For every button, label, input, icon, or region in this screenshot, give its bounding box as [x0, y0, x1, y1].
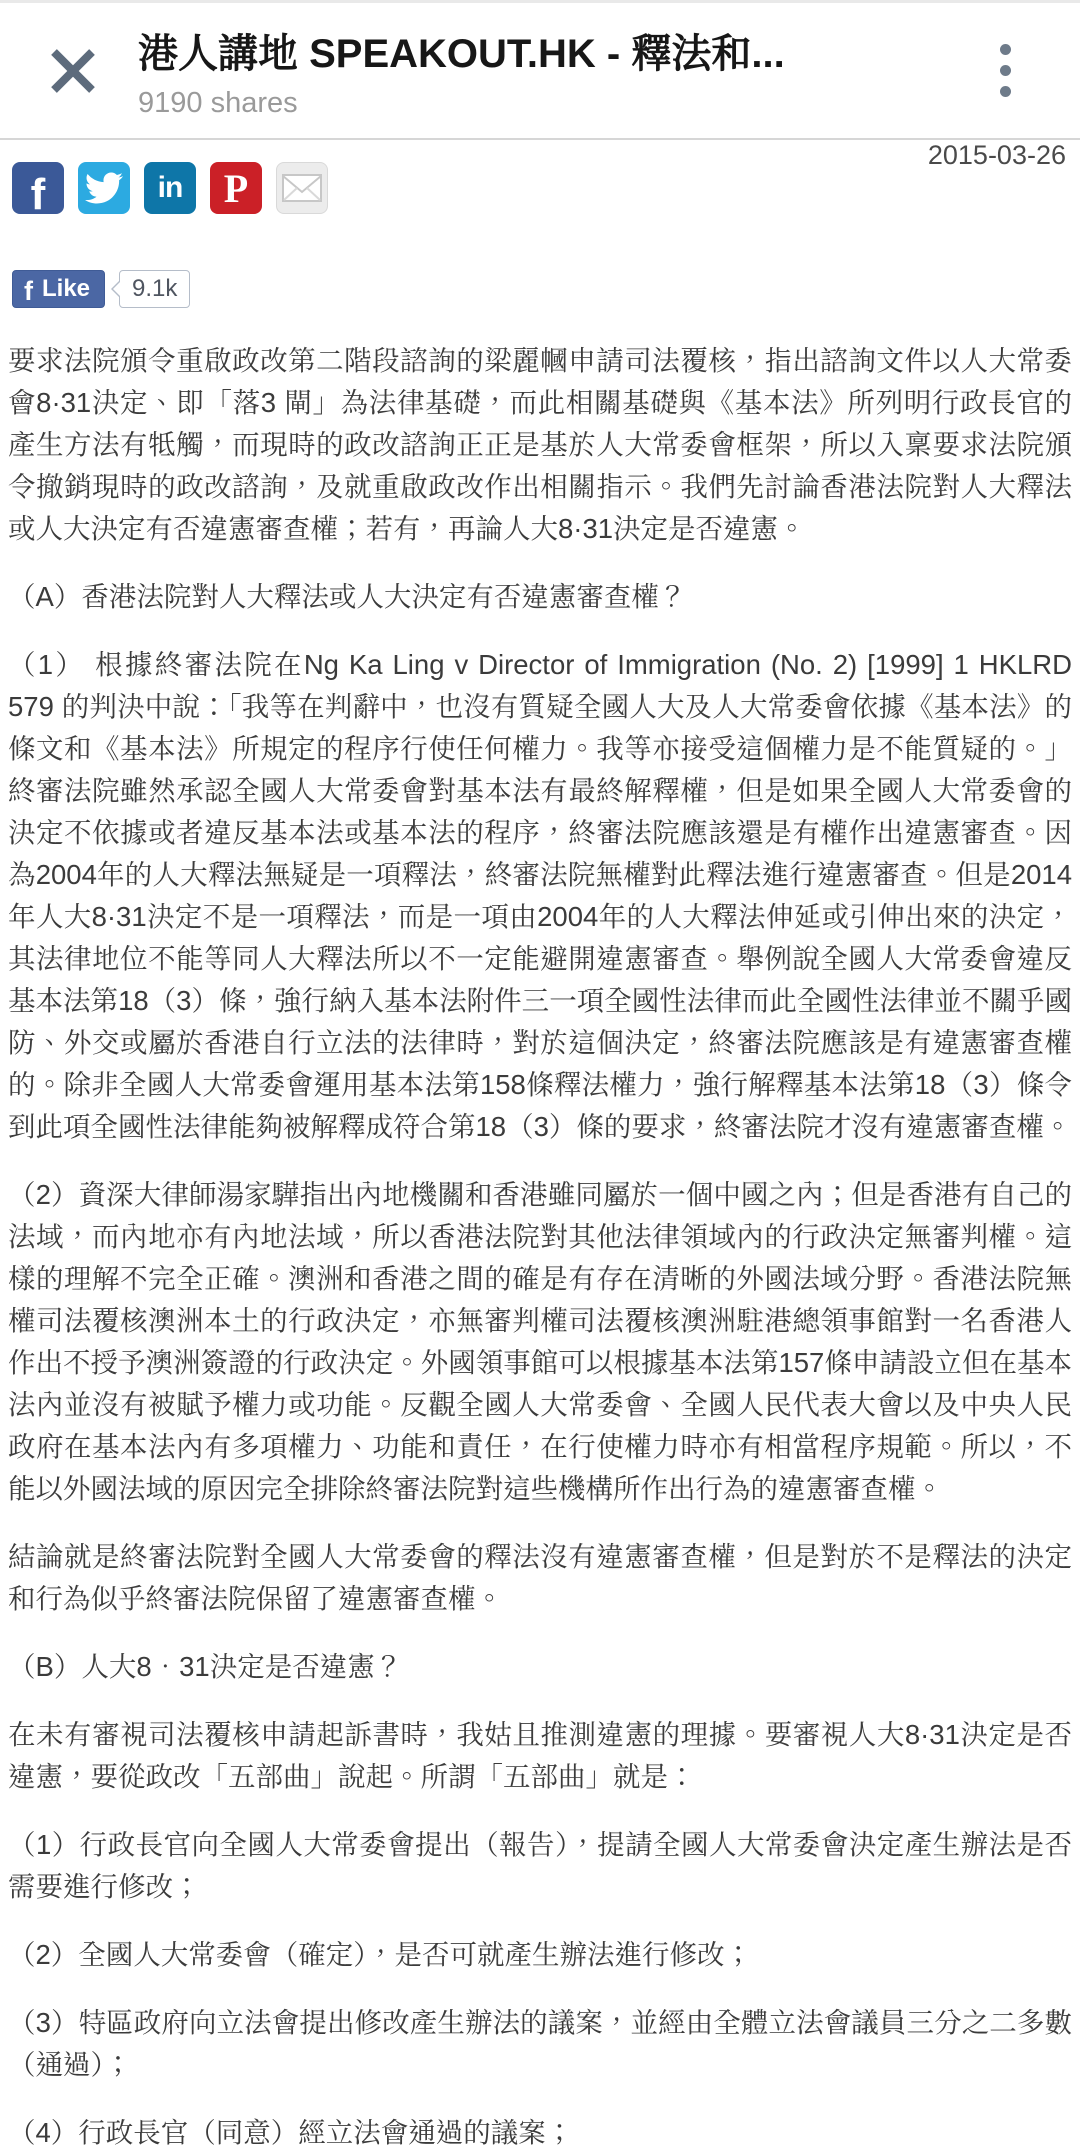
vertical-dots-icon: [1000, 86, 1011, 97]
facebook-like-button[interactable]: [12, 270, 105, 308]
linkedin-share-button[interactable]: [144, 162, 196, 214]
share-buttons-row: [0, 162, 1080, 219]
overflow-menu-button[interactable]: [960, 16, 1050, 126]
article-paragraph-a2: （2）資深大律師湯家驊指出內地機關和香港雖同屬於一個中國之內；但是香港有自己的法域，而內地亦有內地法域，所以香港法院對其他法律領域內的行政決定無審判權。這樣的理解不完全正確。澳洲和香港之間的確是有存在清晰的外國法域分野。香港法院無權司法覆核澳洲本土的行政決定，亦無審判權司法覆核澳洲駐港總領事館對一名香港人作出不授予澳洲簽證的行政決定。外國領事館可以根據基本法第157條申請設立但在基本法內並沒有被賦予權力或功能。反觀全國人大常委會、全國人民代表大會以及中央人民政府在基本法內有多項權力、功能和責任，在行使權力時亦有相當程序規範。所以，不能以外國法域的原因完全排除終審法院對這些機構所作出行為的違憲審查權。: [8, 1179, 1072, 1504]
article-heading-b: （B）人大8．31決定是否違憲？: [8, 1651, 403, 1682]
article-heading-a: （A）香港法院對人大釋法或人大決定有否違憲審查權？: [8, 581, 687, 612]
facebook-share-button[interactable]: [12, 162, 64, 219]
twitter-bird-icon: [85, 169, 123, 207]
close-button[interactable]: [18, 21, 128, 121]
like-count-value: 9.1k: [132, 275, 178, 302]
article-list-item-3: （3）特區政府向立法會提出修改產生辦法的議案，並經由全體立法會議員三分之二多數（通過）；: [8, 2007, 1072, 2080]
page-title: 港人講地 SPEAKOUT.HK - 釋法和...: [138, 31, 785, 76]
article-paragraph-b-intro: 在未有審視司法覆核申請起訴書時，我姑且推測違憲的理據。要審視人大8·31決定是否違憲，要從政改「五部曲」說起。所謂「五部曲」就是：: [8, 1719, 1072, 1792]
article-list-item-1: （1）行政長官向全國人大常委會提出（報告），提請全國人大常委會決定產生辦法是否需要進行修改；: [8, 1829, 1072, 1902]
article-paragraph-intro: 要求法院頒令重啟政改第二階段諮詢的梁麗幗申請司法覆核，指出諮詢文件以人大常委會8·31決定、即「落3 閘」為法律基礎，而此相關基礎與《基本法》所列明行政長官的產生方法有牴觸，而現時的政改諮詢正正是基於人大常委會框架，所以入稟要求法院頒令撤銷現時的政改諮詢，及就重啟政改作出相關指示。我們先討論香港法院對人大釋法或人大決定有否違憲審查權；若有，再論人大8·31決定是否違憲。: [8, 345, 1072, 544]
article-body: [0, 340, 1080, 2154]
email-envelope-icon: [279, 165, 325, 211]
article-paragraph-a1: （1） 根據終審法院在Ng Ka Ling v Director of Immigration (No. 2) [1999] 1 HKLRD 579 的判決中說：「我等在判辭中，也沒有質疑全國人大及人大常委會依據《基本法》的條文和《基本法》所規定的程序行使任何權力。我等亦接受這個權力是不能質疑的。」終審法院雖然承認全國人大常委會對基本法有最終解釋權，但是如果全國人大常委會的決定不依據或者違反基本法或基本法的程序，終審法院應該還是有權作出違憲審查。因為2004年的人大釋法無疑是一項釋法，終審法院無權對此釋法進行違憲審查。但是2014年人大8·31決定不是一項釋法，而是一項由2004年的人大釋法伸延或引伸出來的決定，其法律地位不能等同人大釋法所以不一定能避開違憲審查。舉例說全國人大常委會違反基本法第18（3）條，強行納入基本法附件三一項全國性法律而此全國性法律並不關乎國防、外交或屬於香港自行立法的法律時，對於這個決定，終審法院應該是有違憲審查權的。除非全國人大常委會運用基本法第158條釋法權力，強行解釋基本法第18（3）條令到此項全國性法律能夠被解釋成符合第18（3）條的要求，終審法院才沒有違憲審查權。: [8, 649, 1072, 1142]
article-list-item-2: （2）全國人大常委會（確定），是否可就產生辦法進行修改；: [8, 1939, 753, 1970]
header-text: [128, 22, 960, 120]
email-share-button[interactable]: [276, 162, 328, 214]
article-list-item-4: （4）行政長官（同意）經立法會通過的議案；: [8, 2117, 574, 2148]
vertical-dots-icon: [1000, 65, 1011, 76]
article-paragraph-conclusion-a: 結論就是終審法院對全國人大常委會的釋法沒有違憲審查權，但是對於不是釋法的決定和行為似乎終審法院保留了違憲審查權。: [8, 1541, 1072, 1614]
share-count: 9190 shares: [138, 86, 298, 119]
twitter-share-button[interactable]: [78, 162, 130, 214]
like-label: Like: [42, 275, 91, 302]
facebook-like-row: [0, 270, 1080, 310]
dialog-header: [0, 3, 1080, 140]
close-icon: [47, 45, 99, 97]
facebook-icon: f: [30, 170, 46, 219]
linkedin-icon: in: [157, 171, 183, 204]
facebook-icon: f: [24, 275, 33, 306]
clipped-article-date: 2015-03-26: [927, 140, 1066, 170]
like-count-bubble: [119, 270, 190, 308]
vertical-dots-icon: [1000, 44, 1011, 55]
pinterest-share-button[interactable]: [210, 162, 262, 214]
pinterest-icon: P: [223, 165, 249, 211]
